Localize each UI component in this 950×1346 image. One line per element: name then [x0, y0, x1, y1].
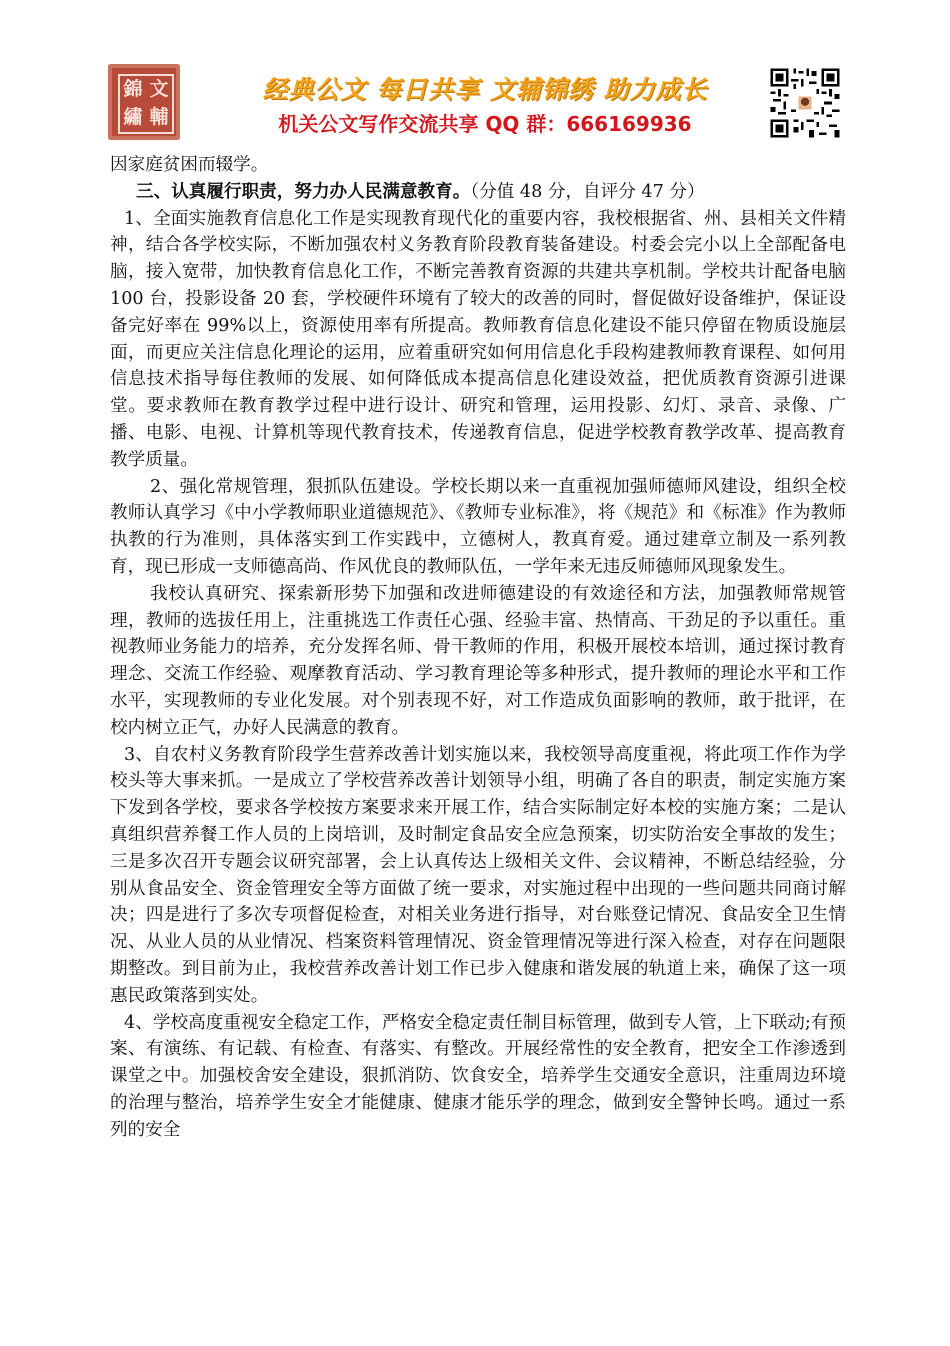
document-body [110, 152, 846, 1143]
seal-char: 文 [149, 78, 169, 100]
header-slogan: 经典公文 每日共享 文辅锦绣 助力成长 [262, 75, 708, 104]
section-heading [110, 179, 846, 206]
seal-logo [108, 64, 180, 140]
seal-char: 錦 [123, 78, 143, 100]
paragraph: 我校认真研究、探索新形势下加强和改进师德建设的有效途径和方法，加强教师常规管理，教师的选拔任用上，注重挑选工作责任心强、经验丰富、热情高、干劲足的予以重任。重视教师业务能力的培养，充分发挥名师、骨干教师的作用，积极开展校本培训，通过探讨教育理念、交流工作经验、观摩教育活动、学习教育理论等多种形式，提升教师的理论水平和工作水平，实现教师的专业化发展。对个别表现不好，对工作造成负面影响的教师，敢于批评，在校内树立正气，办好人民满意的教育。 [110, 583, 846, 738]
paragraph: 1、全面实施教育信息化工作是实现教育现代化的重要内容，我校根据省、州、县相关文件精神，结合各学校实际，不断加强农村义务教育阶段教育装备建设。村委会完小以上全部配备电脑，接入宽带，加快教育信息化工作，不断完善教育资源的共建共享机制。学校共计配备电脑 100 台，投影设备 20 套，学校硬件环境有了较大的改善的同时，督促做好设备维护，保证设备完好率在 99%以上，资源使用率有所提高。教师教育信息化建设不能只停留在物质设施层面，而更应关注信息化理论的运用，应着重研究如何用信息化手段构建教师教育课程、如何用信息技术指导每住教师的发展、如何降低成本提高信息化建设效益，把优质教育资源引进课堂。要求教师在教育教学过程中进行设计、研究和管理，运用投影、幻灯、录音、录像、广播、电影、电视、计算机等现代教育技术，传递教育信息，促进学校教育教学改革、提高教育教学质量。 [110, 208, 846, 470]
paragraph: 3、自农村义务教育阶段学生营养改善计划实施以来，我校领导高度重视，将此项工作作为学校头等大事来抓。一是成立了学校营养改善计划领导小组，明确了各自的职责，制定实施方案下发到各学校，要求各学校按方案要求来开展工作，结合实际制定好本校的实施方案；二是认真组织营养餐工作人员的上岗培训，及时制定食品安全应急预案，切实防治安全事故的发生；三是多次召开专题会议研究部署，会上认真传达上级相关文件、会议精神，不断总结经验，分别从食品安全、资金管理安全等方面做了统一要求，对实施过程中出现的一些问题共同商讨解决；四是进行了多次专项督促检查，对相关业务进行指导，对台账登记情况、食品安全卫生情况、从业人员的从业情况、档案资料管理情况、资金管理情况等进行深入检查，对存在问题限期整改。到目前为止，我校营养改善计划工作已步入健康和谐发展的轨道上来，确保了这一项惠民政策落到实处。 [110, 744, 846, 1006]
paragraph: 因家庭贫困而辍学。 [110, 155, 269, 175]
qr-code-icon [768, 66, 842, 140]
seal-char: 輔 [149, 106, 169, 128]
header-qq-line: 机关公文写作交流共享 QQ 群：666169936 [278, 112, 692, 136]
header-banner [100, 62, 846, 148]
section-heading-text: 三、认真履行职责，努力办人民满意教育。 [136, 180, 471, 202]
section-score: （分值 48 分，自评分 47 分） [470, 181, 705, 202]
seal-char: 繡 [123, 106, 143, 128]
paragraph: 2、强化常规管理，狠抓队伍建设。学校长期以来一直重视加强师德师风建设，组织全校教师认真学习《中小学教师职业道德规范》、《教师专业标准》，将《规范》和《标准》作为教师执教的行为准则，具体落实到工作实践中，立德树人，教真育爱。通过建章立制及一系列教育，现已形成一支师德高尚、作风优良的教师队伍，一学年来无违反师德师风现象发生。 [110, 476, 846, 577]
paragraph: 4、学校高度重视安全稳定工作，严格安全稳定责任制目标管理，做到专人管，上下联动;有预案、有演练、有记载、有检查、有落实、有整改。开展经常性的安全教育，把安全工作渗透到课堂之中。加强校舍安全建设，狠抓消防、饮食安全，培养学生交通安全意识，注重周边环境的治理与整治，培养学生安全才能健康、健康才能乐学的理念，做到安全警钟长鸣。通过一系列的安全 [110, 1012, 846, 1140]
